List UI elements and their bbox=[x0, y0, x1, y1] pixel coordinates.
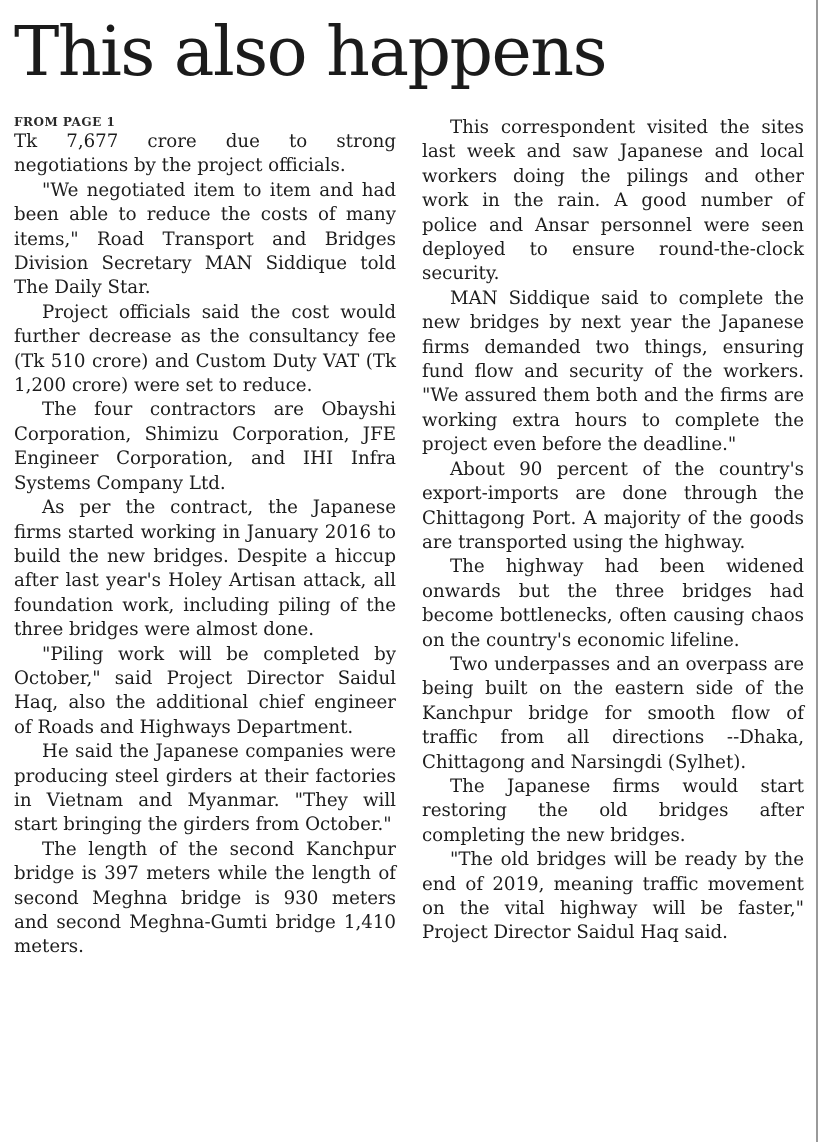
paragraph: Project officials said the cost would further decrease as the consultancy fee (Tk 510 crore) and Custom Duty VAT (Tk 1,200 crore) were set to reduce. bbox=[14, 301, 396, 397]
article-column-right bbox=[422, 116, 804, 946]
paragraph: "Piling work will be completed by October," said Project Director Saidul Haq, also the additional chief engineer of Roads and Highways Department. bbox=[14, 643, 396, 738]
paragraph: Two underpasses and an overpass are being built on the eastern side of the Kanchpur bridge for smooth flow of traffic from all directions --Dhaka, Chittagong and Narsingdi (Sylhet). bbox=[422, 653, 804, 773]
paragraph: MAN Siddique said to complete the new bridges by next year the Japanese firms demanded two things, ensuring fund flow and security of the workers. "We assured them both and the firms are working extra hours to complete the project even before the deadline." bbox=[422, 287, 804, 456]
paragraph: "The old bridges will be ready by the end of 2019, meaning traffic movement on the vital highway will be faster," Project Director Saidul Haq said. bbox=[422, 849, 804, 944]
continuation-label: FROM PAGE 1 bbox=[14, 115, 116, 129]
paragraph: This correspondent visited the sites last week and saw Japanese and local workers doing the pilings and other work in the rain. A good number of police and Ansar personnel were seen deployed to ensure round-the-clock security. bbox=[422, 117, 804, 285]
paragraph: Tk 7,677 crore due to strong negotiations by the project officials. bbox=[14, 131, 396, 177]
paragraph: The four contractors are Obayshi Corporation, Shimizu Corporation, JFE Engineer Corporation, and IHI Infra Systems Company Ltd. bbox=[14, 399, 396, 494]
paragraph: He said the Japanese companies were producing steel girders at their factories in Vietnam and Myanmar. "They will start bringing the girders from October." bbox=[14, 741, 396, 836]
paragraph: The length of the second Kanchpur bridge is 397 meters while the length of second Meghna bridge is 930 meters and second Meghna-Gumti bridge 1,410 meters. bbox=[14, 838, 396, 958]
headline: This also happens bbox=[14, 13, 606, 92]
paragraph: "We negotiated item to item and had been able to reduce the costs of many items," Road Transport and Bridges Division Secretary MAN Siddique told The Daily Star. bbox=[14, 179, 396, 299]
paragraph: As per the contract, the Japanese firms started working in January 2016 to build the new bridges. Despite a hiccup after last year's Holey Artisan attack, all foundation work, including piling of the three bridges were almost done. bbox=[14, 497, 396, 641]
paragraph: The highway had been widened onwards but the three bridges had become bottlenecks, often causing chaos on the country's economic lifeline. bbox=[422, 556, 804, 651]
article-column-left bbox=[14, 114, 396, 960]
paragraph: The Japanese firms would start restoring the old bridges after completing the new bridges. bbox=[422, 775, 804, 846]
paragraph: About 90 percent of the country's export-imports are done through the Chittagong Port. A majority of the goods are transported using the highway. bbox=[422, 458, 804, 553]
